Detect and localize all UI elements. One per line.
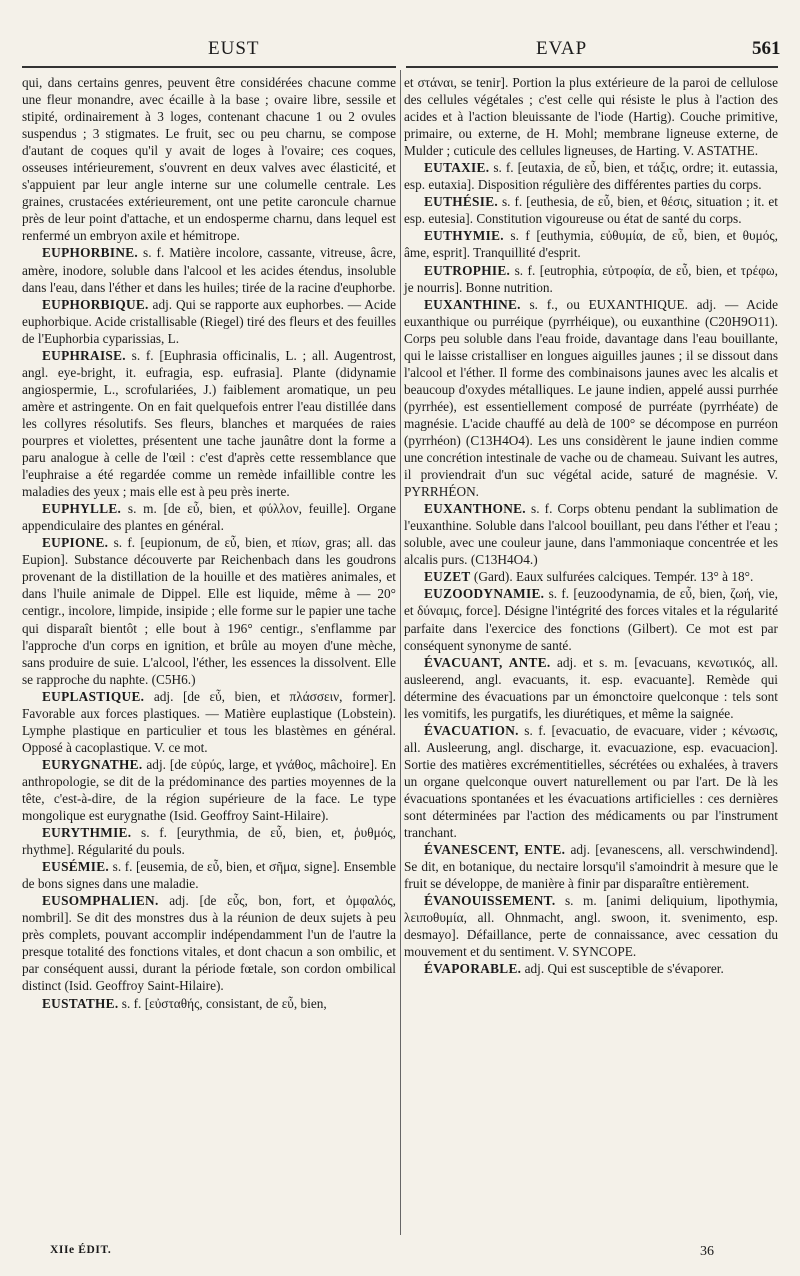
entry-text: s. f [euthymia, εὐθυμία, de εὖ, bien, et θυμός, âme, esprit]. Tranquillité d'esprit. [404,228,778,261]
entry-text: s. m. [de εὖ, bien, et φύλλον, feuille]. Organe appendiculaire des plantes en général. [22,501,396,534]
dictionary-entry [404,296,778,501]
entry-headword: ÉVANOUISSEMENT. [424,893,556,909]
entry-headword: EUZET [424,569,471,585]
entry-text: s. f. [evacuatio, de evacuare, vider ; κένωσις, all. Ausleerung, angl. discharge, it. evacuazione, esp. evacuacion]. Sortie des matières excrémentitielles, sécrétées ou exhalées, à travers un organe quelconque ouvert naturellement ou par l'art. De là les évacuations spontanées et les évacuations artificielles : ces dernières sont déterminées par l'action des médicaments ou par l'instrument tranchant. [404,722,778,841]
entry-text: adj. et s. m. [evacuans, κενωτικός, all. ausleerend, angl. evacuants, it. esp. evacuante]. Remède qui détermine des évacuations par un émonctoire quelconque : tels sont les vomitifs, les purgatifs, les diurétiques, et même la saignée. [404,654,778,721]
dictionary-entry [22,244,396,295]
entry-headword: ÉVACUATION. [424,722,519,738]
entry-headword: EUTHÉSIE. [424,194,499,210]
entry-headword: EUPHORBINE. [42,245,139,261]
entry-continuation [22,74,396,244]
dictionary-entry [404,193,778,227]
dictionary-entry [404,960,778,977]
entry-text: s. f. Corps obtenu pendant la sublimation de l'euxanthine. Soluble dans l'alcool bouillant, peu dans l'éther et l'eau ; soluble, avec une couleur jaune, dans l'ammoniaque concentrée et les alcalis purs. (C13H4O4.) [404,501,778,568]
entry-headword: EUSOMPHALIEN. [42,893,159,909]
dictionary-entry [22,824,396,858]
page-number: 561 [752,38,781,59]
dictionary-entry [404,568,778,585]
dictionary-entry [404,892,778,960]
dictionary-entry [404,654,778,722]
entry-headword: EUSÉMIE. [42,859,110,875]
entry-headword: EUTHYMIE. [424,228,504,244]
dictionary-entry [404,500,778,568]
dictionary-entry [404,841,778,892]
entry-text: s. f. [eutaxia, de εὖ, bien, et τάξις, ordre; it. eutassia, esp. eutaxia]. Disposition régulière des différentes parties du corps. [404,160,778,193]
entry-text: s. f. [eupionum, de εὖ, bien, et πίων, gras; all. das Eupion]. Substance découverte par Reichenbach dans les goudrons provenant de la distillation de la houille et des matières animales, et dans l'huile animale de Dippel. Elle est liquide, même à — 20° centigr., incolore, limpide, insipide ; elle forme sur le papier une tache qui disparaît bientôt ; elle bout à 196° centigr., s'enflamme par l'approche d'un corps en ignition, et brûle au moyen d'une mèche, sans produire de suie. L'alcool, l'éther, les essences la dissolvent. Elle se rapproche du naphte. (C5H6.) [22,535,396,687]
dictionary-entry [22,347,396,500]
dictionary-entry [22,756,396,824]
dictionary-entry [404,722,778,841]
page-footer [0,1244,800,1268]
entry-text: et στάναι, se tenir]. Portion la plus extérieure de la paroi de cellulose des cellules végétales ; c'est celle qui résiste le plus à l'action des acides et à l'action bleuissante de l'iode (Hartig). Couche primitive, primaire, ou externe, de H. Mohl; membrane ligneuse externe, de Mulder ; cuticule des cellules ligneuses, de Harting. V. ASTATHE. [404,75,778,159]
dictionary-entry [22,500,396,534]
entry-headword: EUPIONE. [42,535,109,551]
entry-headword: EUZOODYNAMIE. [424,586,545,602]
entry-text: adj. [de εὖς, bon, fort, et ὀμφαλός, nombril]. Se dit des monstres dus à la réunion de deux sujets à peu près complets, pouvant accomplir indépendamment l'un de l'autre la presque totalité des fonctions vitales, et dont chacun a son ombilic, et par conséquent aussi, durant la période fœtale, son cordon ombilical distinct (Isid. Geoffroy Saint-Hilaire). [22,893,397,994]
entry-text: adj. Qui est susceptible de s'évaporer. [524,961,724,977]
entry-headword: EUTROPHIE. [424,262,511,278]
dictionary-entry [22,858,396,892]
dictionary-entry [404,227,778,261]
entry-headword: EUXANTHINE. [424,296,521,312]
dictionary-entry [404,262,778,296]
entry-text: adj. [evanescens, all. verschwindend]. Se dit, en botanique, du nectaire lorsqu'il s'amoindrit à mesure que le fruit se développe, de manière à finir par disparaître entièrement. [404,842,778,892]
column-divider [400,70,401,1235]
entry-headword: EUPHORBIQUE. [42,296,149,312]
entry-headword: ÉVAPORABLE. [424,961,522,977]
left-column [22,74,396,1012]
entry-text: s. f. [euzoodynamia, de εὖ, bien, ζωή, vie, et δύναμις, force]. Désigne l'intégrité des forces vitales et la régularité parfaite dans l'exercice des fonctions (Gilbert). Ce mot est par conséquent synonyme de santé. [404,586,778,653]
header-rule-left [22,66,396,68]
header-right-guideword: EVAP [536,38,588,59]
dictionary-entry [22,892,396,994]
entry-continuation [404,74,778,159]
header-rule-right [406,66,778,68]
entry-headword: ÉVANESCENT, ENTE. [424,842,566,858]
entry-text: s. f. [eurythmia, de εὖ, bien, et, ῥυθμός, rhythme]. Régularité du pouls. [22,825,396,858]
dictionary-entry [404,585,778,653]
entry-text: (Gard). Eaux sulfurées calciques. Tempér. 13° à 18°. [473,569,754,585]
entry-headword: EUTAXIE. [424,160,490,176]
entry-headword: EURYTHMIE. [42,825,132,841]
entry-text: s. f. [eusemia, de εὖ, bien, et σῆμα, signe]. Ensemble de bons signes dans une maladie. [22,859,396,892]
entry-headword: EUPHRAISE. [42,347,126,363]
edition-mark: XIIe ÉDIT. [50,1244,112,1256]
dictionary-entry [22,296,396,347]
entry-headword: ÉVACUANT, ANTE. [424,654,551,670]
entry-text: qui, dans certains genres, peuvent être considérées chacune comme une fleur monandre, avec écaille à la base ; ovaire libre, sessile et stipité, ordinairement à 3 loges, contenant chacune 1 ou 2 ovules suspendus ; 3 stigmates. Le fruit, sec ou peu charnu, se compose d'autant de coques qu'il y avait de loges à l'ovaire; ces coques, osseuses intérieurement, s'ouvrent en deux valves avec élasticité, et s'appuient par leur angle interne sur une columelle centrale. Les graines, crustacées extérieurement, ont une petite caroncule charnue près de leur point d'attache, et un endosperme charnu, dans lequel est renfermé un embryon axile et hémitrope. [22,75,396,244]
dictionary-entry [404,159,778,193]
entry-text: s. f. Matière incolore, cassante, vitreuse, âcre, amère, inodore, soluble dans l'alcool et les acides étendus, insoluble dans l'eau, dans l'éther et dans les huiles; tirée de la racine d'euphorbe. [22,245,396,295]
entry-text: adj. [de εὐρύς, large, et γνάθος, mâchoire]. En anthropologie, se dit de la prédominance des parties moyennes de la tête, c'est-à-dire, de la région supérieure de la face. Le type mongolique est eurygnathe (Isid. Geoffroy Saint-Hilaire). [22,756,397,824]
entry-headword: EUXANTHONE. [424,501,526,517]
entry-headword: EUSTATHE. [42,995,119,1011]
entry-text: s. f. [eutrophia, εὐτροφία, de εὖ, bien, et τρέφω, je nourris]. Bonne nutrition. [404,262,778,295]
entry-text: adj. Qui se rapporte aux euphorbes. — Acide euphorbique. Acide cristallisable (Riegel) tiré des fleurs et des feuilles de l'Euphorbia cyparissias, L. [22,296,396,346]
entry-text: adj. [de εὖ, bien, et πλάσσειν, former]. Favorable aux forces plastiques. — Matière euplastique (Lobstein). Lymphe plastique en particulier et tous les blastèmes en général. Opposé à cacoplastique. V. ce mot. [22,688,397,755]
entry-text: s. f. [εὐσταθής, consistant, de εὖ, bien, [121,995,327,1011]
header-left-guideword: EUST [208,38,260,59]
dictionary-entry [22,688,396,756]
entry-text: s. f. [euthesia, de εὖ, bien, et θέσις, situation ; it. et esp. eutesia]. Constitution vigoureuse ou état de santé du corps. [404,194,778,227]
entry-headword: EURYGNATHE. [42,756,143,772]
entry-text: s. m. [animi deliquium, lipothymia, λειποθυμία, all. Ohnmacht, angl. swoon, it. svenimento, esp. desmayo]. Défaillance, perte de connaissance, avec cessation du mouvement et du sentiment. V. SYNCOPE. [404,893,779,960]
dictionary-entry [22,534,396,687]
signature-mark: 36 [700,1244,714,1259]
right-column [404,74,778,977]
entry-text: s. f., ou EUXANTHIQUE. adj. — Acide euxanthique ou purréique (pyrrhéique), ou euxanthine (C20H9O11). Corps peu soluble dans l'eau froide, davantage dans l'eau bouillante, qui le laisse cristalliser en longues aiguilles jaunes ; il se dissout dans l'alcool et l'éther. Il forme des combinaisons jaunes avec les alcalis et beaucoup d'oxydes métalliques. Le jaune indien, appelé aussi purrhée (pyrrhée), est essentiellement composé de purréate (pyrrhéate) de magnésie. L'acide chauffé au delà de 100° se décompose en purréon (pyrrhéon) (C13H4O4). Les uns considèrent le jaune indien comme une concrétion intestinale de vache ou de chameau. Suivant les autres, il proviendrait d'un suc végétal acide, saturé de magnésie. V. PYRRHÉON. [404,296,778,500]
entry-text: s. f. [Euphrasia officinalis, L. ; all. Augentrost, angl. eye-bright, it. eufragia, esp. eufrasia]. Plante (didynamie angiospermie, L., scrofulariées, J.) faiblement aromatique, un peu amère et astringente. On en fait quelquefois entrer l'eau distillée dans les collyres résolutifs. Ses fleurs, blanches et marquées de raies pourpres et violettes, présentent une tache jaunâtre dont la forme a paru analogue à celle de l'œil : c'est d'après cette ressemblance que l'euphraise a été regardée comme un remède infaillible contre les maladies des yeux ; mais elle est à peu près inerte. [22,347,397,500]
entry-headword: EUPLASTIQUE. [42,688,145,704]
running-header [0,38,800,66]
dictionary-entry [22,995,396,1012]
entry-headword: EUPHYLLE. [42,501,122,517]
